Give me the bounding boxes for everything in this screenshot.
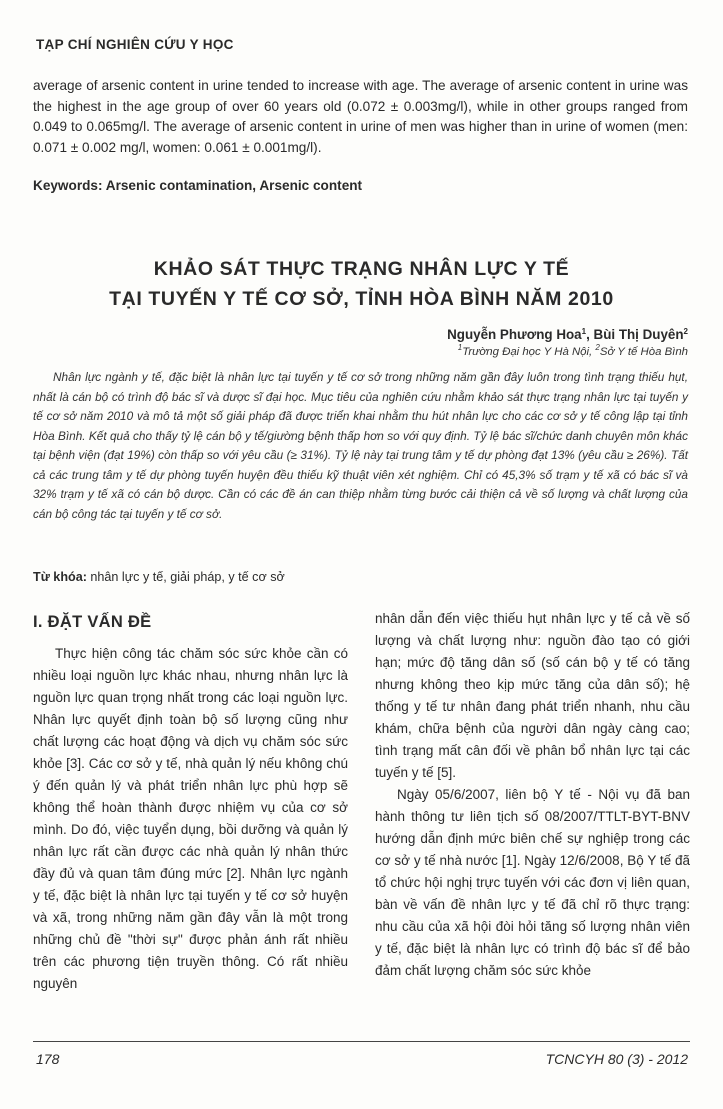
body-paragraph: Ngày 05/6/2007, liên bộ Y tế - Nội vụ đã ban hành thông tư liên tịch số 08/2007/TTLT-BYT-BNV hướng dẫn định mức biên chế sự nghiệp trong các cơ sở y tế nhà nước [1]. Ngày 12/6/2008, Bộ Y tế đã tổ chức hội nghị trực tuyến với các đơn vị liên quan, bàn về vấn đề nhân lực y tế đã chỉ rõ thực trạng: nhu cầu của xã hội đòi hỏi tăng số lượng nhân viên y tế, đặc biệt là nhân lực có trình độ bác sĩ để bảo đảm chất lượng chăm sóc sức khỏe xyxy=(375,787,690,978)
author-2: Bùi Thị Duyên xyxy=(593,327,684,342)
page-number: 178 xyxy=(36,1051,60,1067)
journal-name: TẠP CHÍ NGHIÊN CỨU Y HỌC xyxy=(36,37,234,52)
left-column xyxy=(33,643,348,995)
affiliation-2: Sở Y tế Hòa Bình xyxy=(599,346,688,358)
vietnamese-keywords xyxy=(33,570,285,584)
article-title-line2: TẠI TUYẾN Y TẾ CƠ SỞ, TỈNH HÒA BÌNH NĂM 2010 xyxy=(109,288,614,310)
body-paragraph: Thực hiện công tác chăm sóc sức khỏe cần có nhiều loại nguồn lực khác nhau, nhưng nhân lực là nguồn lực quan trọng nhất trong các loại nguồn lực. Nhân lực quyết định toàn bộ số lượng cũng như chất lượng các hoạt động và dịch vụ chăm sóc sức khỏe [3]. Các cơ sở y tế, nhà quản lý nếu không chú ý đến quản lý và phát triển nhân lực phù hợp sẽ không thể hoàn thành được nhiệm vụ của cơ sở mình. Do đó, việc tuyển dụng, bồi dưỡng và quản lý nhân lực rất cần được các nhà quản lý nhân thức đầy đủ và quan tâm đúng mức [2]. Nhân lực ngành y tế, đặc biệt là nhân lực tại tuyến y tế cơ sở huyện và xã, trong những năm gần đây vẫn là một trong những chủ đề "thời sự" được phản ánh rất nhiều trên các phương tiện truyền thông. Có rất nhiều nguyên xyxy=(33,646,348,991)
english-abstract: average of arsenic content in urine tended to increase with age. The average of arsenic content in urine was the highest in the age group of over 60 years old (0.072 ± 0.003mg/l), while in other groups ranged from 0.049 to 0.065mg/l. The average of arsenic content in urine of men was higher than in urine of women (men: 0.071 ± 0.002 mg/l, women: 0.061 ± 0.001mg/l). xyxy=(33,78,688,155)
article-title-line1: KHẢO SÁT THỰC TRẠNG NHÂN LỰC Y TẾ xyxy=(153,258,570,280)
affiliations xyxy=(457,343,688,358)
affiliation-2-sup: 2 xyxy=(595,343,600,352)
author-2-sup: 2 xyxy=(683,327,688,336)
authors xyxy=(447,327,688,342)
journal-issue: TCNCYH 80 (3) - 2012 xyxy=(545,1051,688,1067)
body-paragraph: nhân dẫn đến việc thiếu hụt nhân lực y tế cả về số lượng và chất lượng như: nguồn đào tạo có giới hạn; mức độ tăng dân số (số cán bộ y tế có tăng nhưng không theo kịp mức tăng của dân số); hệ thống y tế tư nhân đang phát triển nhanh, nhu cầu khám, chữa bệnh của người dân ngày càng cao; tình trạng mất cân đối về phân bổ nhân lực tại các tuyến y tế [5]. xyxy=(375,611,690,780)
author-separator: , xyxy=(586,327,594,342)
affiliation-1-sup: 1 xyxy=(457,343,463,352)
english-keywords: Keywords: Arsenic contamination, Arsenic content xyxy=(33,178,363,193)
keywords-text: nhân lực y tế, giải pháp, y tế cơ sở xyxy=(86,570,285,584)
affiliation-1: Trường Đại học Y Hà Nội, xyxy=(462,346,596,358)
author-1-sup: 1 xyxy=(581,327,587,336)
section-heading: I. ĐẶT VẤN ĐỀ xyxy=(33,613,152,631)
footer-divider xyxy=(33,1041,690,1042)
right-column xyxy=(375,608,690,982)
author-1: Nguyễn Phương Hoa xyxy=(447,327,582,342)
vietnamese-abstract: Nhân lực ngành y tế, đặc biệt là nhân lực tại tuyến y tế cơ sở trong những năm gần đây luôn trong tình trạng thiếu hụt, nhất là cán bộ có trình độ bác sĩ và dược sĩ đại học. Mục tiêu của nghiên cứu nhằm khảo sát thực trạng nhân lực tại tuyến y tế cơ sở năm 2010 và mô tả một số giải pháp đã được triển khai nhằm thu hút nhân lực cho các cơ sở y tế công lập tại tỉnh Hòa Bình. Kết quả cho thấy tỷ lệ cán bộ y tế/giường bệnh thấp hơn so với quy định. Tỷ lệ bác sĩ/chức danh chuyên môn khác tại bệnh viện (đạt 19%) còn thấp so với yêu cầu (≥ 31%). Tỷ lệ này tại trung tâm y tế dự phòng đạt 13% (yêu cầu ≥ 26%). Tất cả các trung tâm y tế dự phòng tuyến huyện đều thiếu kỹ thuật viên xét nghiệm. Chỉ có 45,3% số trạm y tế xã có bác sĩ và 32% trạm y tế xã có cán bộ dược. Cần có các đề án can thiệp nhằm từng bước cải thiện cả về số lượng và chất lượng của cán bộ công tác tại tuyến y tế cơ sở. xyxy=(33,370,688,521)
keywords-label: Từ khóa: xyxy=(33,570,87,584)
